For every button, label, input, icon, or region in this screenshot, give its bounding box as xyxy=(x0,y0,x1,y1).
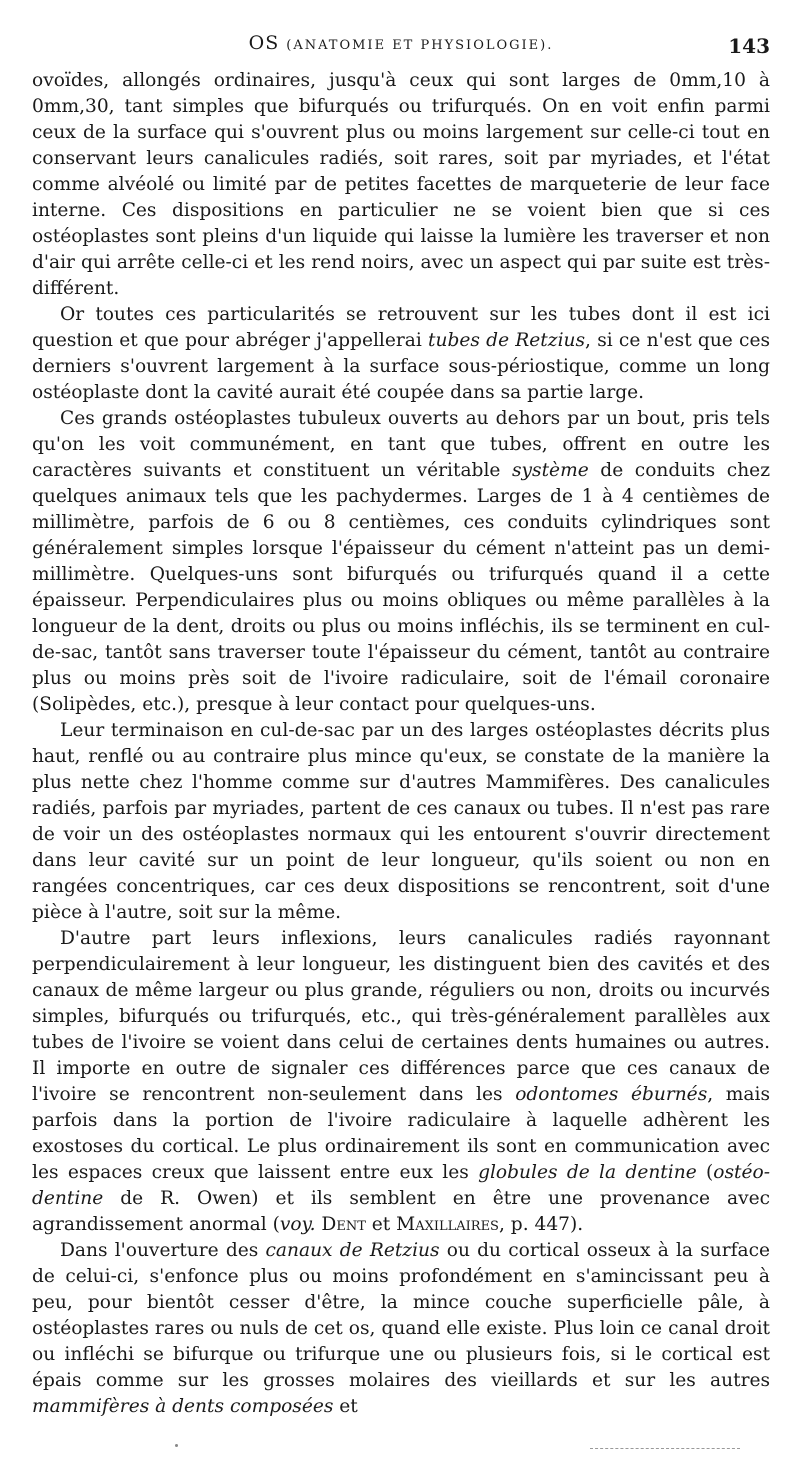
paragraph-5-text-k: et xyxy=(365,1214,397,1235)
paragraph-5-smallcaps-dent: Dent xyxy=(321,1214,366,1235)
running-title-main: OS xyxy=(248,32,280,54)
paragraph-2-text-a: Or toutes ces particularités se retrouvent sur les tubes dont il est ici question et que pour abréger j'appellerai xyxy=(32,304,770,351)
paragraph-4 xyxy=(32,718,770,926)
paragraph-5-italic-d: globules de la dentine xyxy=(478,1162,697,1183)
paragraph-5-text-e: ( xyxy=(696,1162,714,1183)
paragraph-6 xyxy=(32,1238,770,1420)
paragraph-2 xyxy=(32,302,770,406)
paragraph-5 xyxy=(32,926,770,1238)
paragraph-3-italic-term: système xyxy=(512,460,589,481)
paragraph-1-text: ovoïdes, allongés ordinaires, jusqu'à ceux qui sont larges de 0mm,10 à 0mm,30, tant simples que bifurqués ou trifurqués. On en voit enfin parmi ceux de la surface qui s'ouvrent plus ou moins largement sur celle-ci tout en conservant leurs canalicules radiés, soit rares, soit par myriades, et l'état comme alvéolé ou limité par de petites facettes de marqueterie de leur face interne. Ces dispositions en particulier ne se voient bien que si ces ostéoplastes sont pleins d'un liquide qui laisse la lumière les traverser et non d'air qui arrête celle-ci et les rend noirs, avec un aspect qui par suite est très-différent. xyxy=(32,70,770,299)
paragraph-5-italic-f: ostéo-dentine xyxy=(32,1162,770,1209)
paragraph-5-text-c: , mais parfois dans la portion de l'ivoire radiculaire à laquelle adhèrent les exostoses du cortical. Le plus ordinairement ils sont en communication avec les espaces creux que laissent entre eux les xyxy=(32,1084,770,1183)
paragraph-5-italic-h: voy. xyxy=(279,1214,316,1235)
paragraph-4-text: Leur terminaison en cul-de-sac par un des larges ostéoplastes décrits plus haut, renflé ou au contraire plus mince qu'eux, se constate de la manière la plus nette chez l'homme comme sur d'autres Mammifères. Des canalicules radiés, parfois par myriades, partent de ces canaux ou tubes. Il n'est pas rare de voir un des ostéoplastes normaux qui les entourent s'ouvrir directement dans leur cavité sur un point de leur longueur, qu'ils soient ou non en rangées concentriques, car ces deux dispositions se rencontrent, soit d'une pièce à l'autre, soit sur la même. xyxy=(32,720,770,923)
paragraph-3-text-a: Ces grands ostéoplastes tubuleux ouverts au dehors par un bout, pris tels qu'on les voit communément, en tant que tubes, offrent en outre les caractères suivants et constituent un véritable xyxy=(32,408,770,481)
running-header xyxy=(32,28,770,68)
paragraph-6-italic-d: mammifères à dents composées xyxy=(32,1396,334,1417)
page-number: 143 xyxy=(728,34,770,58)
paragraph-3-text-c: de conduits chez quelques animaux tels que les pachydermes. Larges de 1 à 4 centièmes de millimètre, parfois de 6 ou 8 centièmes, ces conduits cylindriques sont généralement simples lorsque l'épaisseur du cément n'atteint pas un demi-millimètre. Quelques-uns sont bifurqués ou trifurqués quand il a cette épaisseur. Perpendiculaires plus ou moins obliques ou même parallèles à la longueur de la dent, droits ou plus ou moins infléchis, ils se terminent en cul-de-sac, tantôt sans traverser toute l'épaisseur du cément, tantôt au contraire plus ou moins près soit de l'ivoire radiculaire, soit de l'émail coronaire (Solipèdes, etc.), presque à leur contact pour quelques-uns. xyxy=(32,460,770,715)
paragraph-2-text-c: , si ce n'est que ces derniers s'ouvrent largement à la surface sous-périostique, comme un long ostéoplaste dont la cavité aurait été coupée dans sa partie large. xyxy=(32,330,770,403)
paragraph-1 xyxy=(32,68,770,302)
page xyxy=(32,28,770,1420)
running-title xyxy=(32,32,770,54)
paragraph-3 xyxy=(32,406,770,718)
paragraph-5-italic-a: odontomes éburnés xyxy=(515,1084,708,1105)
paragraph-5-smallcaps-maxillaires: Maxillaires xyxy=(396,1214,499,1235)
running-title-rest: (ANATOMIE ET PHYSIOLOGIE). xyxy=(286,38,554,53)
paragraph-5-text-a: D'autre part leurs inflexions, leurs canalicules radiés rayonnant perpendiculairement à leur longueur, les distinguent bien des cavités et des canaux de même largeur ou plus grande, réguliers ou non, droits ou incurvés simples, bifurqués ou trifurqués, etc., qui très-généralement parallèles aux tubes de l'ivoire se voient dans celui de certaines dents humaines ou autres. Il importe en outre de signaler ces différences parce que ces canaux de l'ivoire se rencontrent non-seulement dans les xyxy=(32,928,770,1105)
paragraph-5-text-m: , p. 447). xyxy=(498,1214,584,1235)
paragraph-6-text-c: ou du cortical osseux à la surface de celui-ci, s'enfonce plus ou moins profondément en s'amincissant peu à peu, pour bientôt cesser d'être, la mince couche superficielle pâle, à ostéoplastes rares ou nuls de cet os, quand elle existe. Plus loin ce canal droit ou infléchi se bifurque ou trifurque une ou plusieurs fois, si le cortical est épais comme sur les grosses molaires des vieillards et sur les autres xyxy=(32,1240,771,1391)
paragraph-6-text-e: et xyxy=(333,1396,358,1417)
paragraph-5-text-g: de R. Owen) et ils semblent en être une provenance avec agrandissement anormal ( xyxy=(32,1188,770,1235)
footer-rule xyxy=(590,1446,740,1449)
paragraph-6-text-a: Dans l'ouverture des xyxy=(60,1240,266,1261)
paragraph-6-italic-b: canaux de Retzius xyxy=(265,1240,440,1261)
body-text xyxy=(32,68,770,1420)
paragraph-2-italic-term: tubes de Retzius xyxy=(428,330,586,351)
footer-speck xyxy=(175,1444,178,1447)
